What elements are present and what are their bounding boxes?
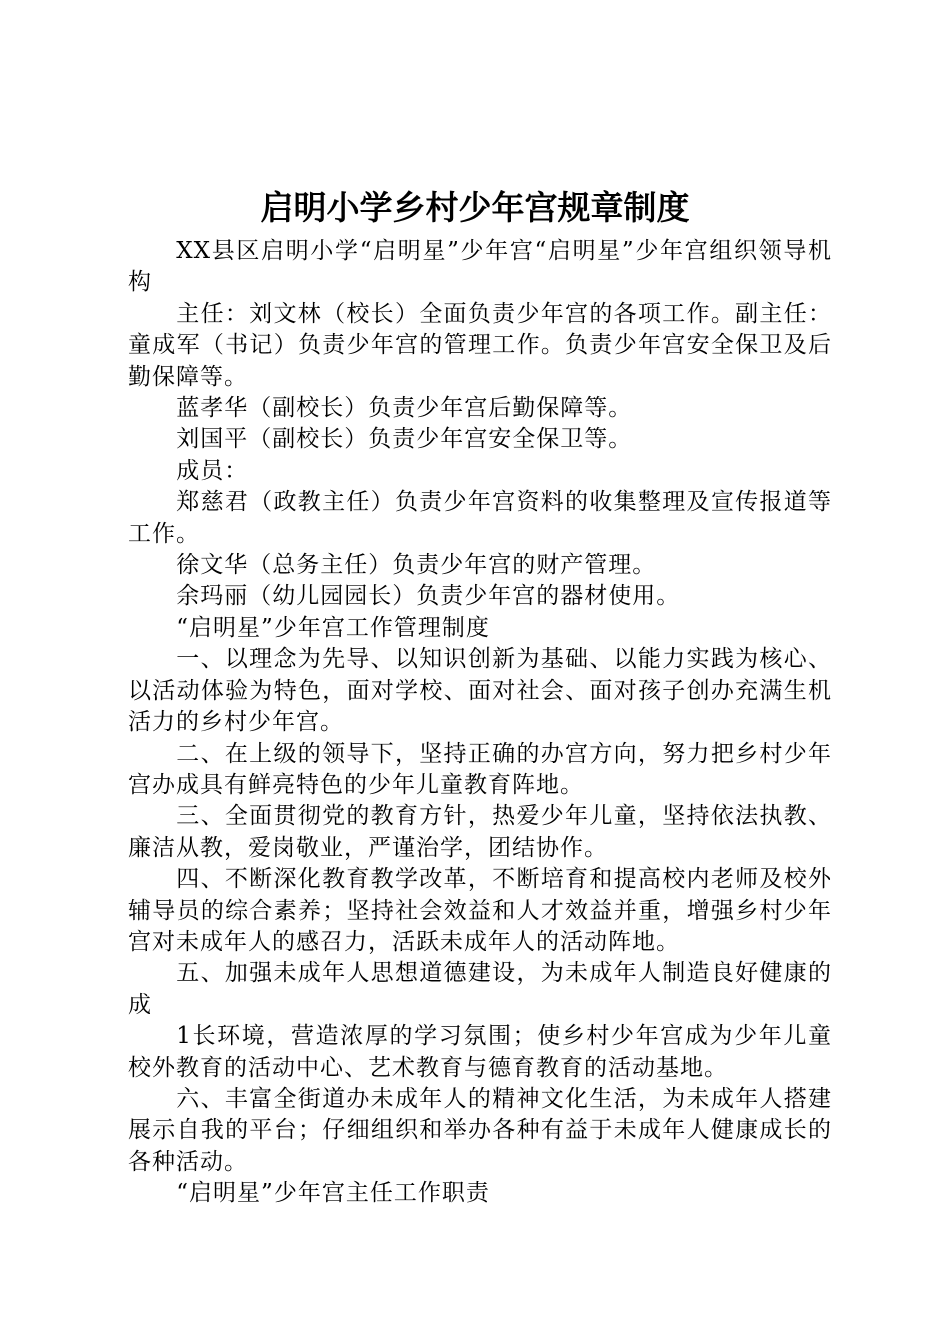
paragraph-rule-5-continued: 1长环境，营造浓厚的学习氛围；使乡村少年宫成为少年儿童校外教育的活动中心、艺术教育与德育教育的活动基地。 [128,1023,832,1081]
paragraph-rule-1: 一、以理念为先导、以知识创新为基础、以能力实践为核心、以活动体验为特色，面对学校、面对社会、面对孩子创办充满生机活力的乡村少年宫。 [128,646,832,736]
paragraph-member-xu: 徐文华（总务主任）负责少年宫的财产管理。 [176,552,657,579]
paragraph-rule-6: 六、丰富全街道办未成年人的精神文化生活，为未成年人搭建展示自我的平台；仔细组织和举办各种有益于未成年人健康成长的各种活动。 [128,1085,832,1175]
paragraph-organization-heading: XX县区启明小学“启明星”少年宫“启明星”少年宫组织领导机构 [128,238,832,296]
paragraph-rule-5: 五、加强未成年人思想道德建设，为未成年人制造良好健康的成 [128,960,832,1018]
paragraph-vice-principal-liu: 刘国平（副校长）负责少年宫安全保卫等。 [176,426,633,453]
paragraph-vice-principal-lan: 蓝孝华（副校长）负责少年宫后勤保障等。 [176,395,633,422]
paragraph-rule-3: 三、全面贯彻党的教育方针，热爱少年儿童，坚持依法执教、廉洁从教，爱岗敬业，严谨治学，团结协作。 [128,803,832,861]
paragraph-director-duties-heading: “启明星”少年宫主任工作职责 [176,1180,490,1207]
document-title: 启明小学乡村少年宫规章制度 [260,188,690,227]
paragraph-rule-2: 二、在上级的领导下，坚持正确的办宫方向，努力把乡村少年宫办成具有鲜亮特色的少年儿童教育阵地。 [128,740,832,798]
paragraph-rule-4: 四、不断深化教育教学改革，不断培育和提高校内老师及校外辅导员的综合素养；坚持社会效益和人才效益并重，增强乡村少年宫对未成年人的感召力，活跃未成年人的活动阵地。 [128,866,832,955]
document-body [128,236,832,1210]
paragraph-member-yu: 余玛丽（幼儿园园长）负责少年宫的器材使用。 [176,583,681,610]
paragraph-members-label: 成员： [176,457,249,484]
paragraph-management-heading: “启明星”少年宫工作管理制度 [176,614,490,641]
paragraph-member-zheng: 郑慈君（政教主任）负责少年宫资料的收集整理及宣传报道等工作。 [128,489,832,547]
paragraph-director: 主任：刘文林（校长）全面负责少年宫的各项工作。副主任：童成军（书记）负责少年宫的管理工作。负责少年宫安全保卫及后勤保障等。 [128,300,832,390]
